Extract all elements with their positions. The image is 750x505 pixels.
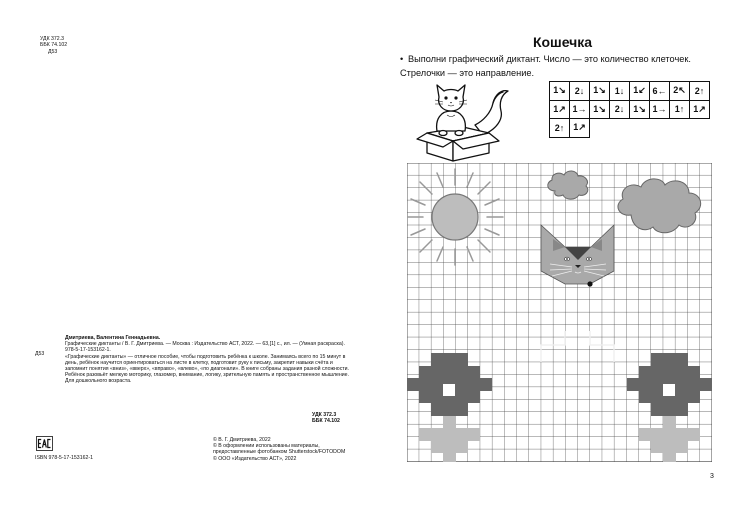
graph-paper-grid <box>407 163 712 462</box>
author-code: Д53 <box>35 351 45 357</box>
command-cell: 1↗ <box>690 100 710 119</box>
biblio-age: Для дошкольного возраста. <box>65 378 132 385</box>
command-cell: 2↓ <box>610 100 630 119</box>
eac-certification-icon <box>36 436 53 451</box>
command-cell: 1↗ <box>550 100 570 119</box>
udk-bottom-line: УДК 372.3 <box>312 412 337 418</box>
arrow-right-icon: → <box>657 104 667 115</box>
command-cell: 6← <box>650 82 670 101</box>
arrow-down-left-icon: ↙ <box>638 85 646 96</box>
arrow-up-right-icon: ↗ <box>578 122 586 133</box>
arrow-up-icon: ↑ <box>559 122 565 133</box>
author-code-line: Д53 <box>48 48 58 55</box>
copyright-line: предоставленные фотобанком Shutterstock/FOTODOM <box>213 449 346 456</box>
arrow-down-right-icon: ↘ <box>598 103 606 114</box>
command-cell: 1↙ <box>630 82 650 101</box>
instruction <box>400 53 730 80</box>
command-cell: 1↘ <box>590 82 610 101</box>
command-cell: 1↓ <box>610 82 630 101</box>
udk-bottom-block <box>312 412 340 425</box>
commands-row <box>550 100 710 119</box>
command-cell: 2↑ <box>690 82 710 101</box>
arrow-down-icon: ↓ <box>619 104 625 115</box>
bibliographic-record <box>35 335 353 385</box>
copyright-line: © В оформлении использованы материалы, <box>213 443 320 450</box>
command-cell: 1→ <box>650 100 670 119</box>
command-cell: 1→ <box>570 100 590 119</box>
arrow-up-right-icon: ↗ <box>558 103 566 114</box>
cat-in-box-illustration <box>413 83 525 163</box>
arrow-down-icon: ↓ <box>619 85 625 96</box>
arrow-up-right-icon: ↗ <box>698 103 706 114</box>
biblio-annotation: «Графические диктанты» — отличное пособие, чтобы подготовить ребёнка к школе. Занимаясь всего по 15 минут в день, ребёнок научится ориентироваться на листе в клетку, подготовит руку к письму, закрепит навыки счёта и запомнит понятия «вниз», «вверх», «вправо», «влево», «по диагонали». В книге собраны задания разной сложности. Ребёнок разовьёт мелкую моторику, глазомер, внимание, логику, зрительную память и пространственное мышление. <box>65 353 349 379</box>
arrow-right-icon: → <box>577 104 587 115</box>
commands-row <box>550 82 710 101</box>
arrow-up-icon: ↑ <box>699 85 705 96</box>
command-cell: 1↑ <box>670 100 690 119</box>
copyright-line: © ООО «Издательство АСТ», 2022 <box>213 455 297 462</box>
arrow-down-right-icon: ↘ <box>558 85 566 96</box>
biblio-title-line: Графические диктанты / В. Г. Дмитриева. — Москва : Издательство АСТ, 2022. — 63,[1] с., ил. — (Умная раскраска). <box>65 341 345 348</box>
arrow-down-right-icon: ↘ <box>638 103 646 114</box>
command-cell: 1↘ <box>630 100 650 119</box>
bbk-line: ББК 74.102 <box>40 42 68 49</box>
command-cell: 2↑ <box>550 119 570 138</box>
page-title: Кошечка <box>532 34 593 50</box>
right-page <box>375 0 750 505</box>
dictation-commands-table <box>549 81 710 138</box>
isbn: ISBN 978-5-17-153162-1 <box>35 455 93 461</box>
command-cell: 2↖ <box>670 82 690 101</box>
copyright-block <box>213 437 345 462</box>
sun-icon <box>407 169 503 265</box>
commands-row <box>550 119 710 138</box>
arrow-up-icon: ↑ <box>679 104 685 115</box>
command-cell: 1↘ <box>550 82 570 101</box>
udk-top-block <box>40 36 67 55</box>
command-cell: 1↘ <box>590 100 610 119</box>
command-cell: 1↗ <box>570 119 590 138</box>
author-name: Дмитриева, Валентина Геннадьевна. <box>65 335 161 341</box>
arrow-down-icon: ↓ <box>579 85 585 96</box>
biblio-isbn-line: 978-5-17-153162-1. <box>65 347 111 354</box>
arrow-up-left-icon: ↖ <box>678 85 686 96</box>
bbk-bottom-line: ББК 74.102 <box>312 418 340 425</box>
page-number: 3 <box>710 473 714 480</box>
arrow-down-right-icon: ↘ <box>598 85 606 96</box>
copyright-line: © В. Г. Дмитриева, 2022 <box>213 437 271 443</box>
instruction-text: Выполни графический диктант. Число — это количество клеточек. Стрелочки — это направление. <box>400 54 691 78</box>
command-cell: 2↓ <box>570 82 590 101</box>
start-point-dot <box>587 281 592 286</box>
udk-line: УДК 372.3 <box>40 36 65 42</box>
bullet-icon: • <box>400 54 404 64</box>
arrow-left-icon: ← <box>657 85 667 96</box>
